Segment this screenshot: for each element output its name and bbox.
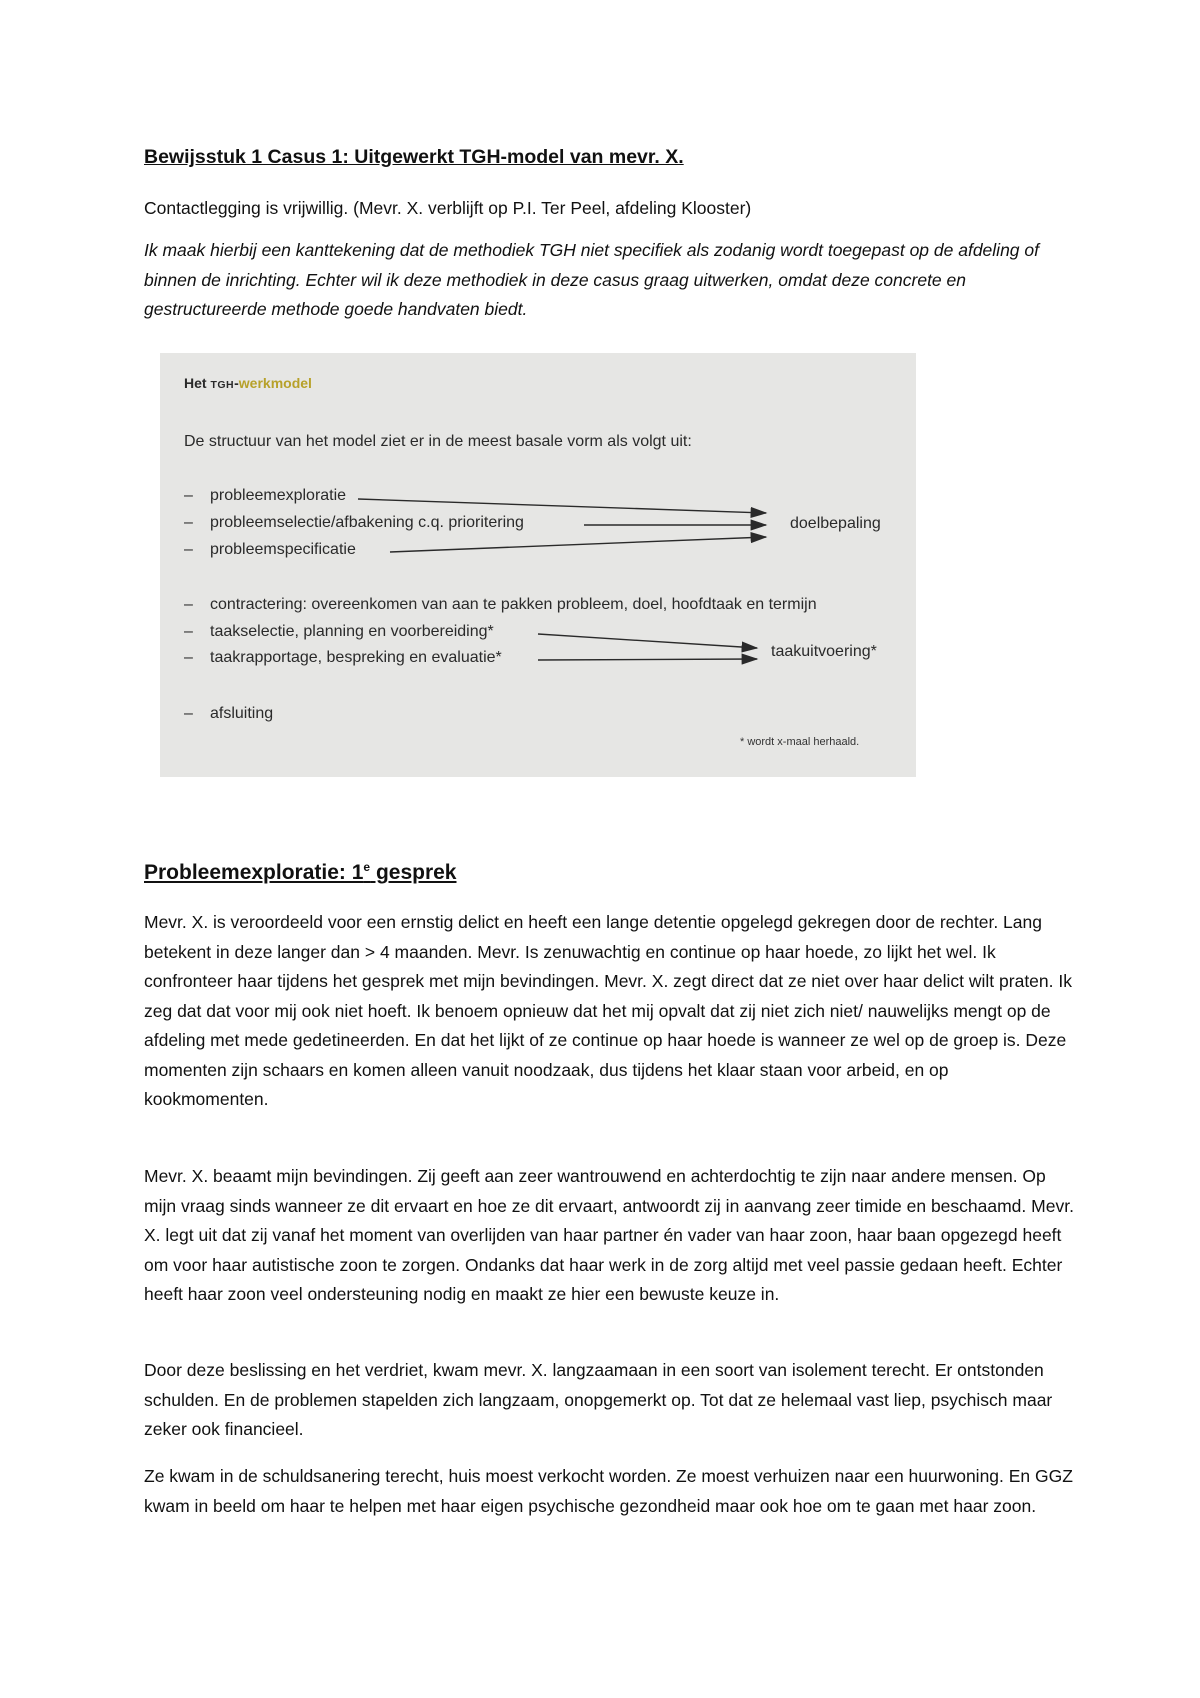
figure-dash: – [184,596,193,613]
paragraph: Ze kwam in de schuldsanering terecht, huis moest verkocht worden. Ze moest verhuizen naar een huurwoning. En GGZ kwam in beeld om haar te helpen met haar eigen psychische gezondheid maar ook hoe om te gaan met haar zoon. [144,1466,1073,1516]
figure-title-prefix: Het [184,375,211,391]
figure-item: probleemexploratie [210,487,347,504]
arrow-probleemspecificatie [390,537,766,552]
figure-dash: – [184,705,193,722]
figure-item: probleemspecificatie [210,541,356,558]
section-heading-sup: e [363,860,371,874]
figure-intro: De structuur van het model ziet er in de meest basale vorm als volgt uit: [184,433,692,450]
section-heading-text: Probleemexploratie: 1 [144,861,364,884]
arrow-taakrapportage [538,659,757,660]
figure-dash: – [184,487,193,504]
tgh-werkmodel-figure [160,353,916,777]
figure-item: afsluiting [210,705,274,722]
figure-dash: – [184,623,193,640]
figure-item: contractering: overeenkomen van aan te pakken probleem, doel, hoofdtaak en termijn [210,596,817,613]
arrow-probleemexploratie [358,499,766,513]
figure-title-accent: werkmodel [238,375,312,391]
document-title: Bewijsstuk 1 Casus 1: Uitgewerkt TGH-model van mevr. X. [144,146,684,168]
figure-item: taakselectie, planning en voorbereiding* [210,623,494,640]
section-heading-tail: gesprek [370,861,457,884]
figure-dash: – [184,541,193,558]
figure-target-doelbepaling: doelbepaling [790,515,881,532]
figure-title-tgh: TGH [210,379,235,391]
intro-italic-note: Ik maak hierbij een kanttekening dat de methodiek TGH niet specifiek als zodanig wordt toegepast op de afdeling of binnen de inrichting. Echter wil ik deze methodiek in deze casus graag uitwerken, omdat deze concrete en gestructureerde methode goede handvaten biedt. [144,240,1039,319]
figure-title-dash: - [234,375,239,391]
figure-item: taakrapportage, bespreking en evaluatie* [210,649,502,666]
arrow-taakselectie [538,634,757,648]
figure-arrows [160,353,916,777]
figure-target-taakuitvoering: taakuitvoering* [771,643,877,660]
intro-line: Contactlegging is vrijwillig. (Mevr. X. verblijft op P.I. Ter Peel, afdeling Klooster) [144,198,752,218]
section-heading [144,860,457,885]
figure-dash: – [184,649,193,666]
paragraph: Mevr. X. beaamt mijn bevindingen. Zij geeft aan zeer wantrouwend en achterdochtig te zijn naar andere mensen. Op mijn vraag sinds wanneer ze dit ervaart en hoe ze dit ervaart, antwoordt zij in aanvang zeer timide en beschaamd. Mevr. X. legt uit dat zij vanaf het moment van overlijden van haar partner én vader van haar zoon, haar baan opgezegd heeft om voor haar autistische zoon te zorgen. Ondanks dat haar werk in de zorg altijd met veel passie gedaan heeft. Echter heeft haar zoon veel ondersteuning nodig en maakt ze hier een bewuste keuze in. [144,1166,1074,1304]
paragraph: Mevr. X. is veroordeeld voor een ernstig delict en heeft een lange detentie opgelegd gekregen door de rechter. Lang betekent in deze langer dan > 4 maanden. Mevr. Is zenuwachtig en continue op haar hoede, zo lijkt het wel. Ik confronteer haar tijdens het gesprek met mijn bevindingen. Mevr. X. zegt direct dat ze niet over haar delict wilt praten. Ik zeg dat dat voor mij ook niet hoeft. Ik benoem opnieuw dat het mij opvalt dat zij niet zich niet/ nauwelijks mengt op de afdeling met mede gedetineerden. En dat het lijkt of ze continue op haar hoede is wanneer ze wel op de groep is. Deze momenten zijn schaars en komen alleen vanuit noodzaak, dus tijdens het klaar staan voor arbeid, en op kookmomenten. [144,912,1072,1109]
figure-item: probleemselectie/afbakening c.q. prioritering [210,514,524,531]
figure-dash: – [184,514,193,531]
paragraph: Door deze beslissing en het verdriet, kwam mevr. X. langzaamaan in een soort van isolement terecht. Er ontstonden schulden. En de problemen stapelden zich langzaam, onopgemerkt op. Tot dat ze helemaal vast liep, psychisch maar zeker ook financieel. [144,1360,1053,1439]
figure-footnote: * wordt x-maal herhaald. [740,736,860,748]
